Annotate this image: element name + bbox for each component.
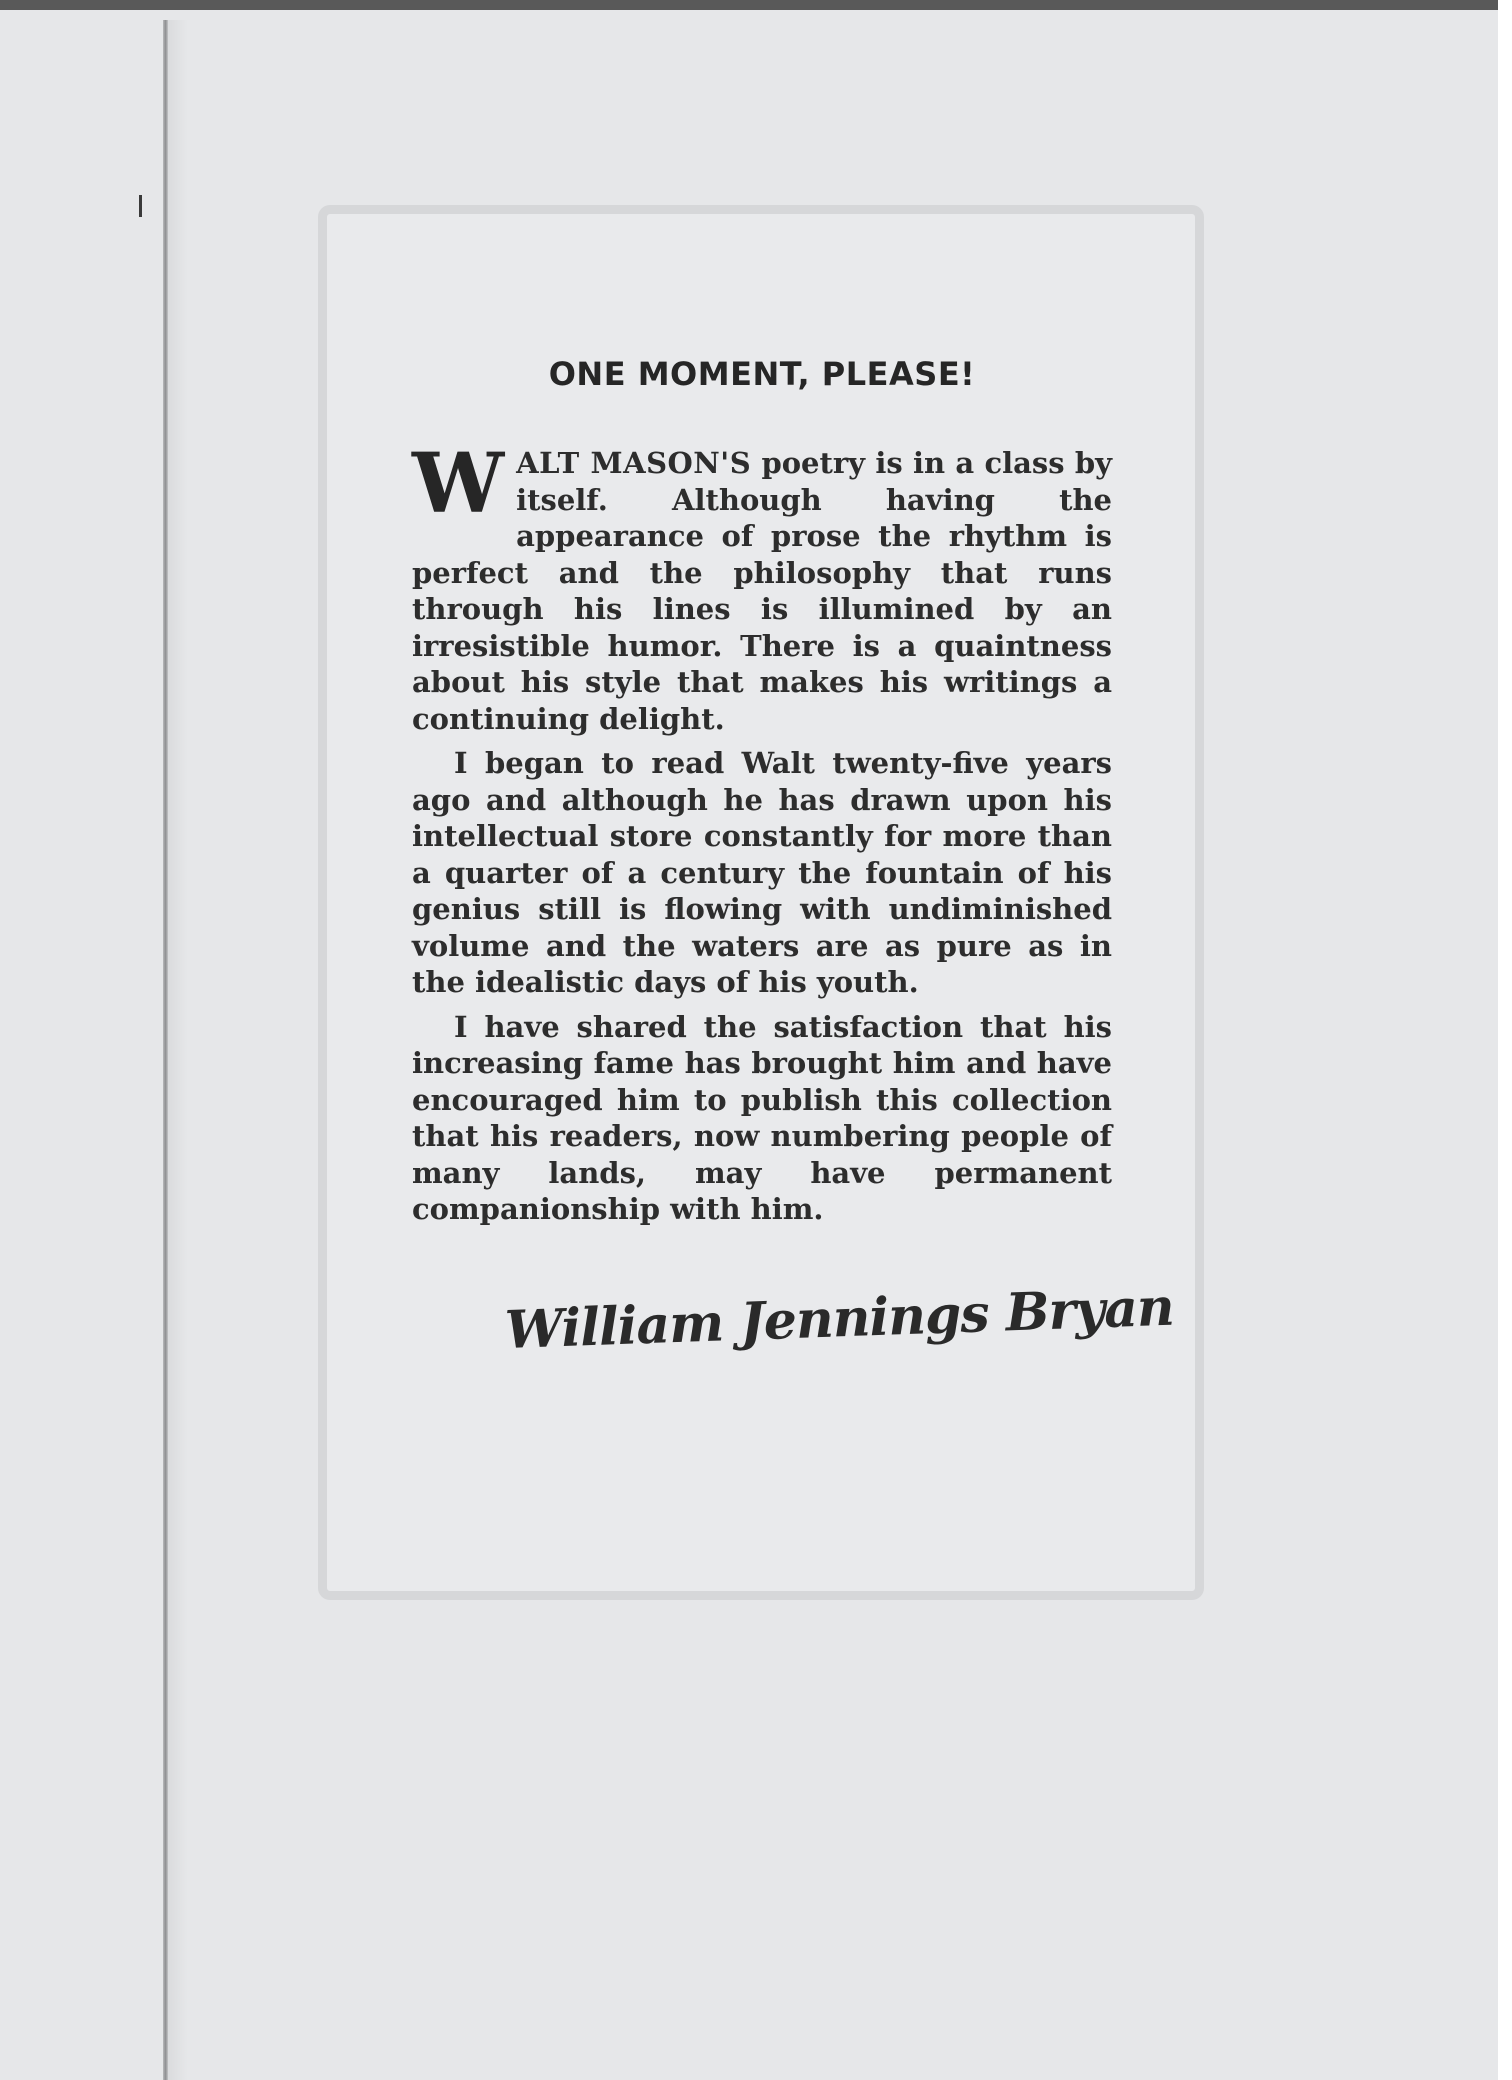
paragraph-1 (412, 436, 1112, 737)
gutter-shadow (168, 20, 188, 2080)
scan-right-edge (1498, 0, 1512, 2080)
signature-text: William Jennings Bryan (503, 1276, 1175, 1361)
paragraph-2: I began to read Walt twenty-five years ago and although he has drawn upon his intellectual store constantly for more than a quarter of a century the fountain of his genius still is flowing with undiminished volume and the waters are as pure as in the idealistic days of his youth. (412, 746, 1112, 999)
lead-caps: ALT MASON'S (516, 446, 752, 480)
signature (503, 1276, 1175, 1380)
scan-top-edge (0, 0, 1512, 10)
page-title: ONE MOMENT, PLEASE! (548, 355, 976, 393)
paragraph-3: I have shared the satisfaction that his increasing fame has brought him and have encouraged him to publish this collection that his readers, now numbering people of many lands, may have permanent companionship with him. (412, 1009, 1112, 1226)
margin-mark (139, 195, 142, 217)
drop-cap-letter: W (412, 436, 505, 532)
text-block (412, 355, 1112, 1228)
paragraph-1-text: poetry is in a class by itself. Although having the appearance of prose the rhythm is perfect and the philosophy that runs through his lines is illumined by an irresistible humor. There is a quaintness about his style that makes his writings a continuing delight. (412, 446, 1112, 736)
